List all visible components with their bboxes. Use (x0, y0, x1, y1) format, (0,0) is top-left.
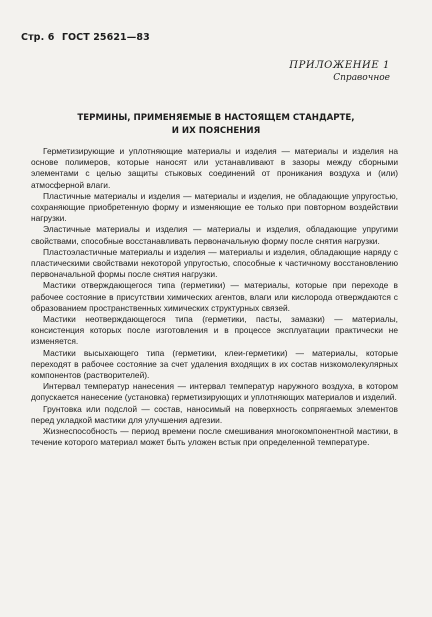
paragraph: Жизнеспособность — период времени после смешивания многокомпонентной мастики, в течение которого материал может быть уложен встык при определенной температуре. (31, 426, 398, 448)
paragraph: Мастики неотверждающегося типа (герметики, пасты, замазки) — материалы, консистенция которых после изготовления и в процессе эксплуатации практически не изменяется. (31, 314, 398, 347)
paragraph: Пластичные материалы и изделия — материалы и изделия, не обладающие упругостью, сохраняющие приобретенную форму и изменяющие ее только при повторном воздействии нагрузки. (31, 190, 398, 224)
section-title-line-1: ТЕРМИНЫ, ПРИМЕНЯЕМЫЕ В НАСТОЯЩЕМ СТАНДАРТЕ, (77, 113, 355, 123)
document-body (31, 146, 398, 448)
section-title-line-2: И ИХ ПОЯСНЕНИЯ (171, 126, 261, 136)
paragraph: Грунтовка или подслой — состав, наносимый на поверхность сопрягаемых элементов перед укладкой мастики для улучшения адгезии. (31, 403, 398, 425)
paragraph: Пластоэластичные материалы и изделия — материалы и изделия, обладающие наряду с пластическими свойствами некоторой упругостью, способные к частичному восстановлению первоначальной формы после снятия нагрузки. (31, 246, 398, 280)
page-header (21, 32, 154, 43)
page-number: Стр. 6 (21, 32, 55, 43)
paragraph: Мастики высыхающего типа (герметики, клеи-герметики) — материалы, которые переходят в рабочее состояние за счет удаления входящих в их состав низкомолекулярных компонентов (растворителей). (31, 347, 398, 381)
paragraph: Мастики отверждающегося типа (герметики) — материалы, которые при переходе в рабочее состояние в присутствии химических агентов, влаги или кислорода отверждаются с образованием пространственных химических структурных связей. (31, 280, 398, 313)
paragraph: Эластичные материалы и изделия — материалы и изделия, обладающие упругими свойствами, способные восстанавливать первоначальную форму после снятия нагрузки. (31, 224, 398, 246)
paragraph: Герметизирующие и уплотняющие материалы и изделия — материалы и изделия на основе полимеров, которые наносят или устанавливают в зазоры между сборными элементами с целью защиты стыковых соединений от проникания воздуха и (или) атмосферной влаги. (31, 146, 398, 190)
appendix-title: ПРИЛОЖЕНИЕ 1 (289, 60, 390, 71)
paragraph: Интервал температур нанесения — интервал температур наружного воздуха, в котором допускается нанесение (установка) герметизирующих и уплотняющих материалов и изделий. (31, 381, 398, 403)
standard-code: ГОСТ 25621—83 (61, 32, 150, 43)
section-title (20, 112, 412, 138)
appendix-label (289, 60, 390, 83)
appendix-subtitle: Справочное (333, 73, 390, 83)
